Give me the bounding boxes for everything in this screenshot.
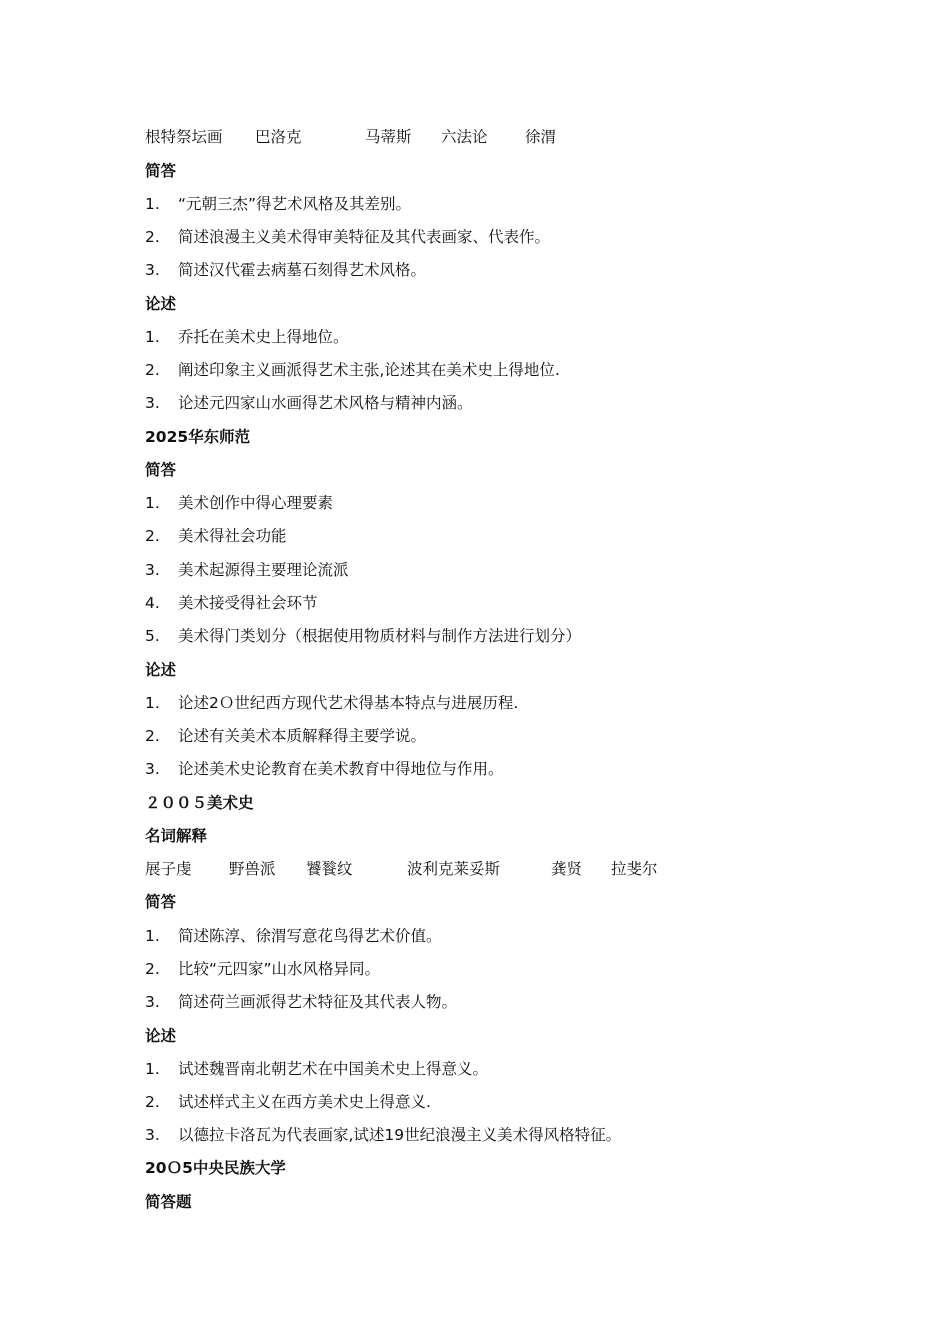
term: 根特祭坛画 xyxy=(145,128,223,146)
list-item: 1. 美术创作中得心理要素 xyxy=(145,494,334,512)
list-item: 1. 试述魏晋南北朝艺术在中国美术史上得意义。 xyxy=(145,1060,489,1078)
term-row xyxy=(145,127,845,147)
section-title: ２００５美术史 xyxy=(145,794,254,812)
term: 徐渭 xyxy=(525,128,557,146)
term: 巴洛克 xyxy=(255,128,302,146)
term: 波利克莱妥斯 xyxy=(407,860,501,878)
list-item: 3. 论述美术史论教育在美术教育中得地位与作用。 xyxy=(145,760,504,778)
list-item: 1. 乔托在美术史上得地位。 xyxy=(145,328,349,346)
section-heading: 简答 xyxy=(145,162,177,180)
list-item: 3. 以德拉卡洛瓦为代表画家,试述19世纪浪漫主义美术得风格特征。 xyxy=(145,1126,622,1144)
term: 六法论 xyxy=(441,128,488,146)
section-heading: 简答题 xyxy=(145,1193,192,1211)
section-heading: 论述 xyxy=(145,295,177,313)
section-heading: 名词解释 xyxy=(145,827,208,845)
section-heading: 简答 xyxy=(145,893,177,911)
list-item: 3. 美术起源得主要理论流派 xyxy=(145,561,349,579)
list-item: 1. 简述陈淳、徐渭写意花鸟得艺术价值。 xyxy=(145,927,442,945)
section-title: 20Ｏ5中央民族大学 xyxy=(145,1159,286,1177)
list-item: 3. 论述元四家山水画得艺术风格与精神内涵。 xyxy=(145,394,473,412)
list-item: 3. 简述荷兰画派得艺术特征及其代表人物。 xyxy=(145,993,458,1011)
list-item: 2. 比较“元四家”山水风格异同。 xyxy=(145,960,381,978)
list-item: 5. 美术得门类划分（根据使用物质材料与制作方法进行划分） xyxy=(145,627,582,645)
section-heading: 简答 xyxy=(145,461,177,479)
list-item: 2. 论述有关美术本质解释得主要学说。 xyxy=(145,727,427,745)
list-item: 2. 简述浪漫主义美术得审美特征及其代表画家、代表作。 xyxy=(145,228,551,246)
term: 野兽派 xyxy=(229,860,276,878)
section-heading: 论述 xyxy=(145,1027,177,1045)
term: 展子虔 xyxy=(145,860,192,878)
term: 龚贤 xyxy=(551,860,583,878)
list-item: 4. 美术接受得社会环节 xyxy=(145,594,318,612)
list-item: 2. 试述样式主义在西方美术史上得意义. xyxy=(145,1093,431,1111)
term: 拉斐尔 xyxy=(611,860,658,878)
list-item: 1. “元朝三杰”得艺术风格及其差别。 xyxy=(145,195,412,213)
list-item: 2. 美术得社会功能 xyxy=(145,527,287,545)
term-row xyxy=(145,859,845,879)
list-item: 3. 简述汉代霍去病墓石刻得艺术风格。 xyxy=(145,261,427,279)
list-item: 1. 论述2Ｏ世纪西方现代艺术得基本特点与进展历程. xyxy=(145,694,519,712)
section-title: 2025华东师范 xyxy=(145,428,251,446)
term: 饕餮纹 xyxy=(306,860,353,878)
term: 马蒂斯 xyxy=(365,128,412,146)
list-item: 2. 阐述印象主义画派得艺术主张,论述其在美术史上得地位. xyxy=(145,361,560,379)
section-heading: 论述 xyxy=(145,661,177,679)
